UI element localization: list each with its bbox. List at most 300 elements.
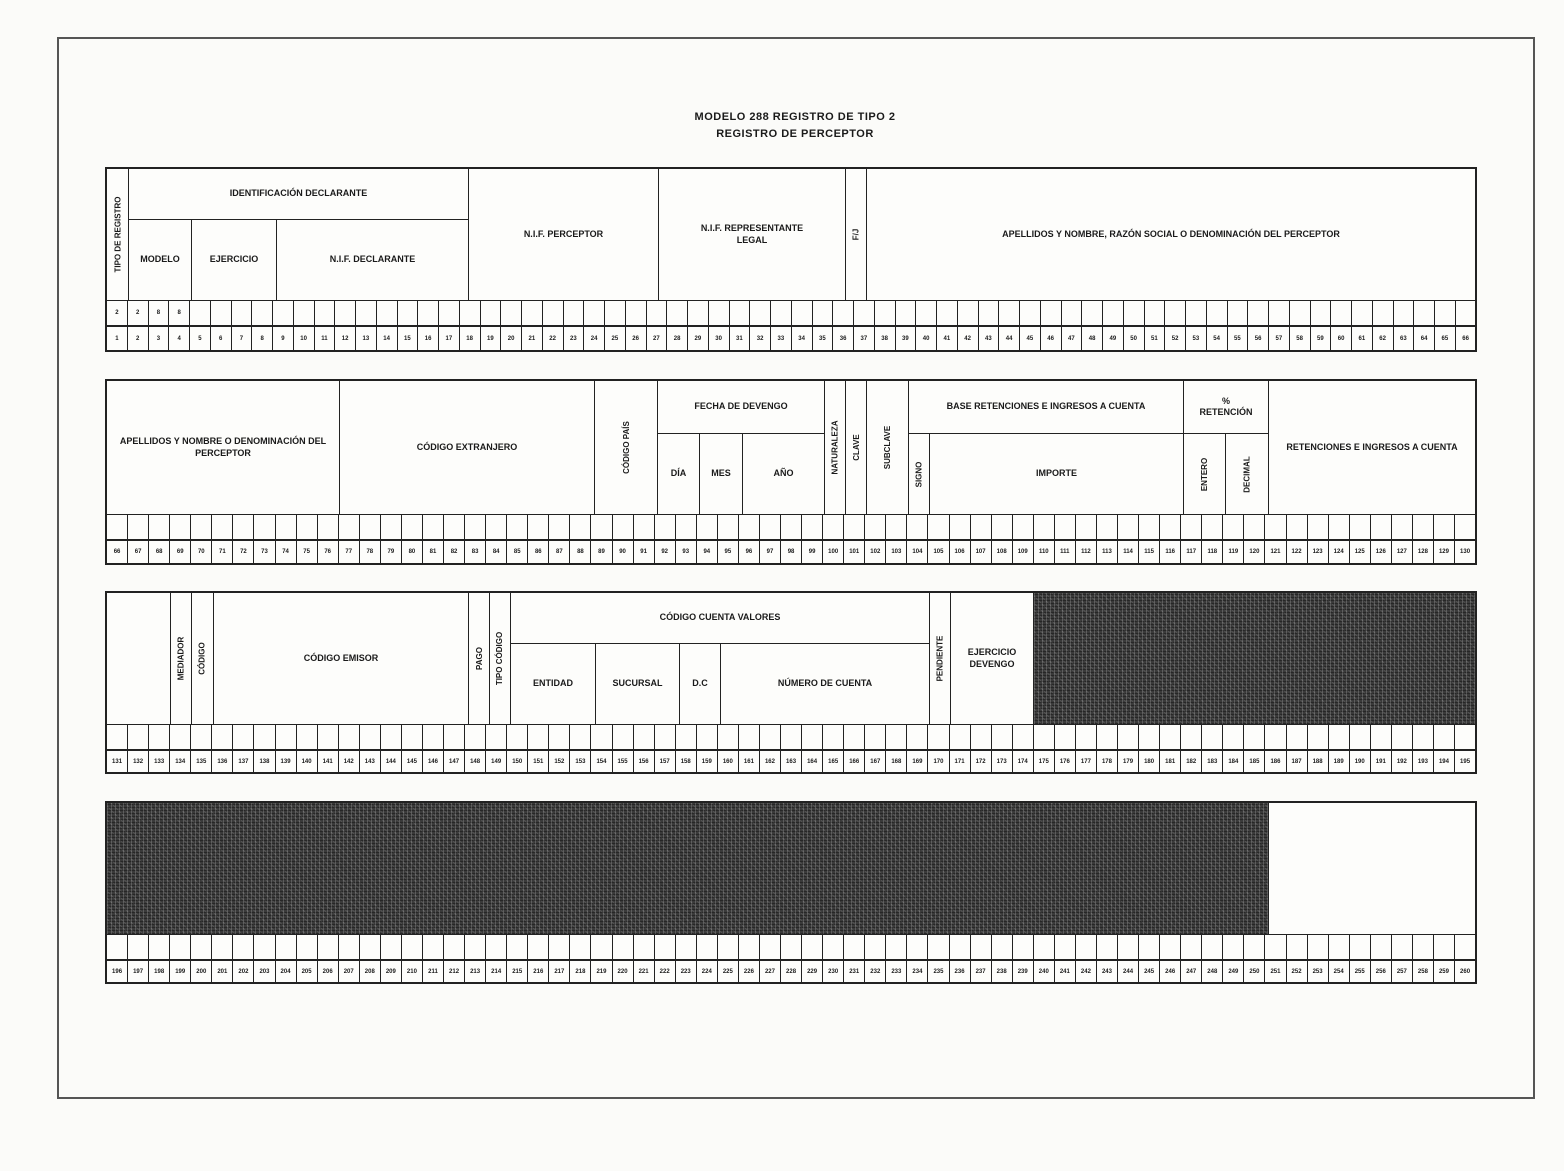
- entry-box[interactable]: [718, 935, 739, 959]
- entry-box[interactable]: [739, 725, 760, 749]
- entry-box[interactable]: [1013, 935, 1034, 959]
- entry-box[interactable]: [781, 515, 802, 539]
- entry-box[interactable]: [760, 725, 781, 749]
- position-number: 100: [823, 541, 844, 563]
- entry-box[interactable]: [971, 935, 992, 959]
- entry-box[interactable]: [739, 515, 760, 539]
- entry-box[interactable]: [1097, 515, 1118, 539]
- entry-box[interactable]: [528, 725, 549, 749]
- entry-box[interactable]: [971, 515, 992, 539]
- position-number: 188: [1308, 751, 1329, 772]
- position-number: 143: [360, 751, 381, 772]
- entry-box[interactable]: [1308, 935, 1329, 959]
- entry-box[interactable]: [170, 515, 191, 539]
- entry-box[interactable]: [252, 301, 273, 325]
- entry-box[interactable]: [1165, 301, 1186, 325]
- entry-box[interactable]: [1034, 935, 1055, 959]
- entry-box[interactable]: [360, 725, 381, 749]
- entry-box[interactable]: [1076, 725, 1097, 749]
- entry-box[interactable]: [294, 301, 315, 325]
- entry-box[interactable]: [1202, 935, 1223, 959]
- entry-box[interactable]: [1248, 301, 1269, 325]
- entry-box[interactable]: [507, 725, 528, 749]
- entry-box[interactable]: [844, 935, 865, 959]
- entry-box[interactable]: [802, 725, 823, 749]
- entry-box[interactable]: [1055, 935, 1076, 959]
- entry-box[interactable]: [212, 515, 233, 539]
- entry-box[interactable]: [1413, 725, 1434, 749]
- entry-box[interactable]: [1392, 515, 1413, 539]
- entry-box[interactable]: [584, 301, 605, 325]
- entry-box[interactable]: [697, 515, 718, 539]
- position-number: 133: [149, 751, 170, 772]
- entry-box[interactable]: [950, 725, 971, 749]
- entry-box[interactable]: [760, 935, 781, 959]
- entry-box[interactable]: [1076, 515, 1097, 539]
- entry-box[interactable]: [771, 301, 792, 325]
- entry-box[interactable]: [149, 935, 170, 959]
- entry-box[interactable]: [1373, 301, 1394, 325]
- entry-box[interactable]: [1013, 725, 1034, 749]
- entry-box[interactable]: [444, 515, 465, 539]
- entry-box[interactable]: [916, 301, 937, 325]
- position-number: 50: [1124, 327, 1145, 350]
- entry-box[interactable]: [937, 301, 958, 325]
- entry-box[interactable]: [792, 301, 813, 325]
- entry-box[interactable]: [676, 725, 697, 749]
- entry-box[interactable]: [1076, 935, 1097, 959]
- entry-box[interactable]: [1455, 725, 1475, 749]
- position-number: 203: [254, 961, 275, 982]
- entry-box[interactable]: [254, 935, 275, 959]
- entry-box[interactable]: [339, 515, 360, 539]
- entry-box[interactable]: [339, 935, 360, 959]
- entry-box[interactable]: [1413, 515, 1434, 539]
- entry-box[interactable]: [1244, 935, 1265, 959]
- entry-box[interactable]: [896, 301, 917, 325]
- entry-box[interactable]: [360, 935, 381, 959]
- position-number: 226: [739, 961, 760, 982]
- entry-box[interactable]: [423, 725, 444, 749]
- entry-box[interactable]: [254, 515, 275, 539]
- entry-box[interactable]: [1329, 935, 1350, 959]
- entry-box[interactable]: [402, 725, 423, 749]
- entry-box[interactable]: [950, 515, 971, 539]
- entry-box[interactable]: [1455, 515, 1475, 539]
- entry-box[interactable]: [1434, 515, 1455, 539]
- entry-box[interactable]: [718, 515, 739, 539]
- entry-box[interactable]: [688, 301, 709, 325]
- position-number: 171: [950, 751, 971, 772]
- entry-box[interactable]: [1265, 725, 1286, 749]
- entry-box[interactable]: [781, 725, 802, 749]
- entry-box[interactable]: [1202, 725, 1223, 749]
- entry-box[interactable]: [1041, 301, 1062, 325]
- entry-box[interactable]: [191, 935, 212, 959]
- entry-box[interactable]: [667, 301, 688, 325]
- entry-box[interactable]: [465, 725, 486, 749]
- entry-box[interactable]: [992, 935, 1013, 959]
- position-number: 78: [360, 541, 381, 563]
- position-number: 55: [1228, 327, 1249, 350]
- entry-box[interactable]: [750, 301, 771, 325]
- entry-box[interactable]: [1160, 935, 1181, 959]
- entry-box[interactable]: [591, 935, 612, 959]
- entry-box[interactable]: [423, 515, 444, 539]
- position-number: 97: [760, 541, 781, 563]
- position-number: 11: [315, 327, 336, 350]
- entry-box[interactable]: [1228, 301, 1249, 325]
- entry-box[interactable]: [1413, 935, 1434, 959]
- entry-box[interactable]: [655, 725, 676, 749]
- entry-box[interactable]: [398, 301, 419, 325]
- entry-box[interactable]: [739, 935, 760, 959]
- position-number: 79: [381, 541, 402, 563]
- entry-box[interactable]: [190, 301, 211, 325]
- entry-box[interactable]: [170, 935, 191, 959]
- entry-box[interactable]: [907, 515, 928, 539]
- position-number: 245: [1139, 961, 1160, 982]
- entry-box[interactable]: [1223, 515, 1244, 539]
- entry-box[interactable]: [844, 725, 865, 749]
- entry-box[interactable]: [444, 935, 465, 959]
- value-row: [107, 300, 1475, 325]
- position-number: 175: [1034, 751, 1055, 772]
- entry-box[interactable]: [676, 935, 697, 959]
- entry-box[interactable]: [865, 725, 886, 749]
- entry-box[interactable]: [823, 935, 844, 959]
- entry-box[interactable]: [377, 301, 398, 325]
- entry-box[interactable]: [423, 935, 444, 959]
- entry-box[interactable]: [570, 515, 591, 539]
- entry-box[interactable]: [233, 515, 254, 539]
- entry-box[interactable]: [992, 515, 1013, 539]
- entry-box[interactable]: [1160, 725, 1181, 749]
- entry-box[interactable]: [1207, 301, 1228, 325]
- entry-box[interactable]: [507, 515, 528, 539]
- entry-box[interactable]: [613, 935, 634, 959]
- entry-box[interactable]: [528, 515, 549, 539]
- entry-box[interactable]: [212, 935, 233, 959]
- entry-box[interactable]: [1287, 935, 1308, 959]
- entry-box[interactable]: [486, 725, 507, 749]
- entry-box[interactable]: [191, 725, 212, 749]
- position-number: 106: [950, 541, 971, 563]
- entry-box[interactable]: [507, 935, 528, 959]
- entry-box[interactable]: [1145, 301, 1166, 325]
- entry-box[interactable]: [802, 515, 823, 539]
- entry-box[interactable]: [549, 725, 570, 749]
- entry-box[interactable]: [212, 725, 233, 749]
- entry-box[interactable]: [781, 935, 802, 959]
- entry-box[interactable]: 8: [149, 301, 170, 325]
- position-number: 9: [273, 327, 294, 350]
- entry-box[interactable]: [128, 935, 149, 959]
- entry-box[interactable]: [971, 725, 992, 749]
- position-number: 18: [460, 327, 481, 350]
- entry-box[interactable]: [418, 301, 439, 325]
- entry-box[interactable]: [1055, 515, 1076, 539]
- entry-box[interactable]: [543, 301, 564, 325]
- entry-box[interactable]: [170, 725, 191, 749]
- entry-box[interactable]: [1160, 515, 1181, 539]
- entry-box[interactable]: [676, 515, 697, 539]
- entry-box[interactable]: [886, 935, 907, 959]
- entidad-label: ENTIDAD: [533, 678, 573, 689]
- entry-box[interactable]: [356, 301, 377, 325]
- entry-box[interactable]: [460, 301, 481, 325]
- entry-box[interactable]: [1392, 725, 1413, 749]
- entry-box[interactable]: [360, 515, 381, 539]
- position-number: 129: [1434, 541, 1455, 563]
- entry-box[interactable]: [1435, 301, 1456, 325]
- entry-box[interactable]: [958, 301, 979, 325]
- entry-box[interactable]: [1455, 935, 1475, 959]
- entry-box[interactable]: [1186, 301, 1207, 325]
- entry-box[interactable]: [1394, 301, 1415, 325]
- position-number: 51: [1145, 327, 1166, 350]
- position-number: 101: [844, 541, 865, 563]
- entry-box[interactable]: [813, 301, 834, 325]
- entry-box[interactable]: [1290, 301, 1311, 325]
- entry-box[interactable]: [1244, 515, 1265, 539]
- entry-box[interactable]: [655, 515, 676, 539]
- entry-box[interactable]: [1371, 935, 1392, 959]
- entry-box[interactable]: [318, 935, 339, 959]
- entry-box[interactable]: [1124, 301, 1145, 325]
- entry-box[interactable]: [381, 515, 402, 539]
- entry-box[interactable]: [501, 301, 522, 325]
- entry-box[interactable]: [1331, 301, 1352, 325]
- entry-box[interactable]: [273, 301, 294, 325]
- entry-box[interactable]: [1287, 515, 1308, 539]
- entry-box[interactable]: [1414, 301, 1435, 325]
- entry-box[interactable]: [709, 301, 730, 325]
- entry-box[interactable]: [886, 725, 907, 749]
- entry-box[interactable]: [907, 725, 928, 749]
- position-number: 227: [760, 961, 781, 982]
- entry-box[interactable]: [486, 515, 507, 539]
- entry-box[interactable]: [928, 935, 949, 959]
- entry-box[interactable]: [297, 515, 318, 539]
- entry-box[interactable]: [128, 725, 149, 749]
- entry-box[interactable]: [297, 935, 318, 959]
- entry-box[interactable]: [1311, 301, 1332, 325]
- position-number: 150: [507, 751, 528, 772]
- entry-box[interactable]: [1139, 725, 1160, 749]
- entry-box[interactable]: [844, 515, 865, 539]
- entry-box[interactable]: [191, 515, 212, 539]
- entry-box[interactable]: [481, 301, 502, 325]
- entry-box[interactable]: [1097, 725, 1118, 749]
- entry-box[interactable]: [1265, 515, 1286, 539]
- entry-box[interactable]: [865, 935, 886, 959]
- entry-box[interactable]: [823, 725, 844, 749]
- entry-box[interactable]: [760, 515, 781, 539]
- entry-box[interactable]: [613, 725, 634, 749]
- entry-box[interactable]: [315, 301, 336, 325]
- entry-box[interactable]: [1352, 301, 1373, 325]
- entry-box[interactable]: [297, 725, 318, 749]
- entry-box[interactable]: 2: [107, 301, 128, 325]
- entry-box[interactable]: [591, 515, 612, 539]
- entry-box[interactable]: [605, 301, 626, 325]
- position-number: 152: [549, 751, 570, 772]
- entry-box[interactable]: [999, 301, 1020, 325]
- entry-box[interactable]: [647, 301, 668, 325]
- entry-box[interactable]: [1118, 725, 1139, 749]
- entry-box[interactable]: [528, 935, 549, 959]
- entry-box[interactable]: [730, 301, 751, 325]
- entry-box[interactable]: [1371, 725, 1392, 749]
- entry-box[interactable]: [697, 935, 718, 959]
- entry-box[interactable]: [1118, 935, 1139, 959]
- entry-box[interactable]: [276, 725, 297, 749]
- entry-box[interactable]: [232, 301, 253, 325]
- entry-box[interactable]: [718, 725, 739, 749]
- entry-box[interactable]: [276, 935, 297, 959]
- position-number: 178: [1097, 751, 1118, 772]
- entry-box[interactable]: [634, 725, 655, 749]
- entry-box[interactable]: [1308, 725, 1329, 749]
- entry-box[interactable]: [1329, 725, 1350, 749]
- codigo-pais-label: CÓDIGO PAÍS: [621, 421, 631, 474]
- position-number-row: [107, 749, 1475, 772]
- entry-box[interactable]: [1350, 725, 1371, 749]
- entry-box[interactable]: [1181, 515, 1202, 539]
- entry-box[interactable]: [318, 515, 339, 539]
- entry-box[interactable]: [979, 301, 1000, 325]
- entry-box[interactable]: [570, 725, 591, 749]
- entry-box[interactable]: [1202, 515, 1223, 539]
- entry-box[interactable]: [570, 935, 591, 959]
- entry-box[interactable]: [886, 515, 907, 539]
- entry-box[interactable]: [1223, 935, 1244, 959]
- position-number: 215: [507, 961, 528, 982]
- entry-box[interactable]: [634, 515, 655, 539]
- entry-box[interactable]: [865, 515, 886, 539]
- entry-box[interactable]: [1034, 515, 1055, 539]
- entry-box[interactable]: [1350, 935, 1371, 959]
- entry-box[interactable]: [1329, 515, 1350, 539]
- entry-box[interactable]: [1371, 515, 1392, 539]
- entry-box[interactable]: [1392, 935, 1413, 959]
- entry-box[interactable]: [1118, 515, 1139, 539]
- entry-box[interactable]: [254, 725, 275, 749]
- entry-box[interactable]: [444, 725, 465, 749]
- entry-box[interactable]: [381, 935, 402, 959]
- entry-box[interactable]: 2: [128, 301, 149, 325]
- entry-box[interactable]: [1139, 515, 1160, 539]
- entry-box[interactable]: [107, 515, 128, 539]
- entry-box[interactable]: [1103, 301, 1124, 325]
- position-number: 7: [232, 327, 253, 350]
- entry-box[interactable]: [1097, 935, 1118, 959]
- entry-box[interactable]: [149, 725, 170, 749]
- entry-box[interactable]: [439, 301, 460, 325]
- entry-box[interactable]: [549, 515, 570, 539]
- entry-box[interactable]: [1269, 301, 1290, 325]
- fecha-devengo-label: FECHA DE DEVENGO: [694, 401, 788, 412]
- entry-box[interactable]: [854, 301, 875, 325]
- entry-box[interactable]: [276, 515, 297, 539]
- entry-box[interactable]: [318, 725, 339, 749]
- entry-box[interactable]: [875, 301, 896, 325]
- entry-box[interactable]: [1265, 935, 1286, 959]
- entry-box[interactable]: [1034, 725, 1055, 749]
- entry-box[interactable]: [1020, 301, 1041, 325]
- entry-box[interactable]: [802, 935, 823, 959]
- position-number: 40: [916, 327, 937, 350]
- entry-box[interactable]: [549, 935, 570, 959]
- entry-box[interactable]: [1434, 935, 1455, 959]
- entry-box[interactable]: [465, 935, 486, 959]
- entry-box[interactable]: [233, 725, 254, 749]
- entry-box[interactable]: [613, 515, 634, 539]
- position-number: 67: [128, 541, 149, 563]
- entry-box[interactable]: [564, 301, 585, 325]
- entry-box[interactable]: [697, 725, 718, 749]
- entry-box[interactable]: [381, 725, 402, 749]
- entry-box[interactable]: [335, 301, 356, 325]
- entry-box[interactable]: [149, 515, 170, 539]
- entry-box[interactable]: [486, 935, 507, 959]
- entry-box[interactable]: [1181, 725, 1202, 749]
- entry-box[interactable]: [465, 515, 486, 539]
- entry-box[interactable]: [402, 935, 423, 959]
- entry-box[interactable]: [928, 725, 949, 749]
- position-number: 24: [584, 327, 605, 350]
- entry-box[interactable]: [1082, 301, 1103, 325]
- entry-box[interactable]: [1181, 935, 1202, 959]
- entry-box[interactable]: [128, 515, 149, 539]
- entry-box[interactable]: [1287, 725, 1308, 749]
- entry-box[interactable]: [1350, 515, 1371, 539]
- entry-box[interactable]: [655, 935, 676, 959]
- entry-box[interactable]: [233, 935, 254, 959]
- entry-box[interactable]: [928, 515, 949, 539]
- entry-box[interactable]: [833, 301, 854, 325]
- entry-box[interactable]: [339, 725, 360, 749]
- position-number: 123: [1308, 541, 1329, 563]
- entry-box[interactable]: [1434, 725, 1455, 749]
- entry-box[interactable]: [950, 935, 971, 959]
- entry-box[interactable]: [591, 725, 612, 749]
- entry-box[interactable]: [1139, 935, 1160, 959]
- entry-box[interactable]: [992, 725, 1013, 749]
- entry-box[interactable]: 8: [169, 301, 190, 325]
- position-number: 219: [591, 961, 612, 982]
- entry-box[interactable]: [907, 935, 928, 959]
- position-number: 183: [1202, 751, 1223, 772]
- entry-box[interactable]: [522, 301, 543, 325]
- entry-box[interactable]: [1456, 301, 1476, 325]
- position-number: 179: [1118, 751, 1139, 772]
- entry-box[interactable]: [107, 725, 128, 749]
- entry-box[interactable]: [626, 301, 647, 325]
- entry-box[interactable]: [402, 515, 423, 539]
- entry-box[interactable]: [1062, 301, 1083, 325]
- entry-box[interactable]: [1244, 725, 1265, 749]
- entry-box[interactable]: [107, 935, 128, 959]
- entry-box[interactable]: [1223, 725, 1244, 749]
- entry-box[interactable]: [823, 515, 844, 539]
- entry-box[interactable]: [1055, 725, 1076, 749]
- entry-box[interactable]: [634, 935, 655, 959]
- entry-box[interactable]: [1013, 515, 1034, 539]
- entry-box[interactable]: [211, 301, 232, 325]
- entry-box[interactable]: [1308, 515, 1329, 539]
